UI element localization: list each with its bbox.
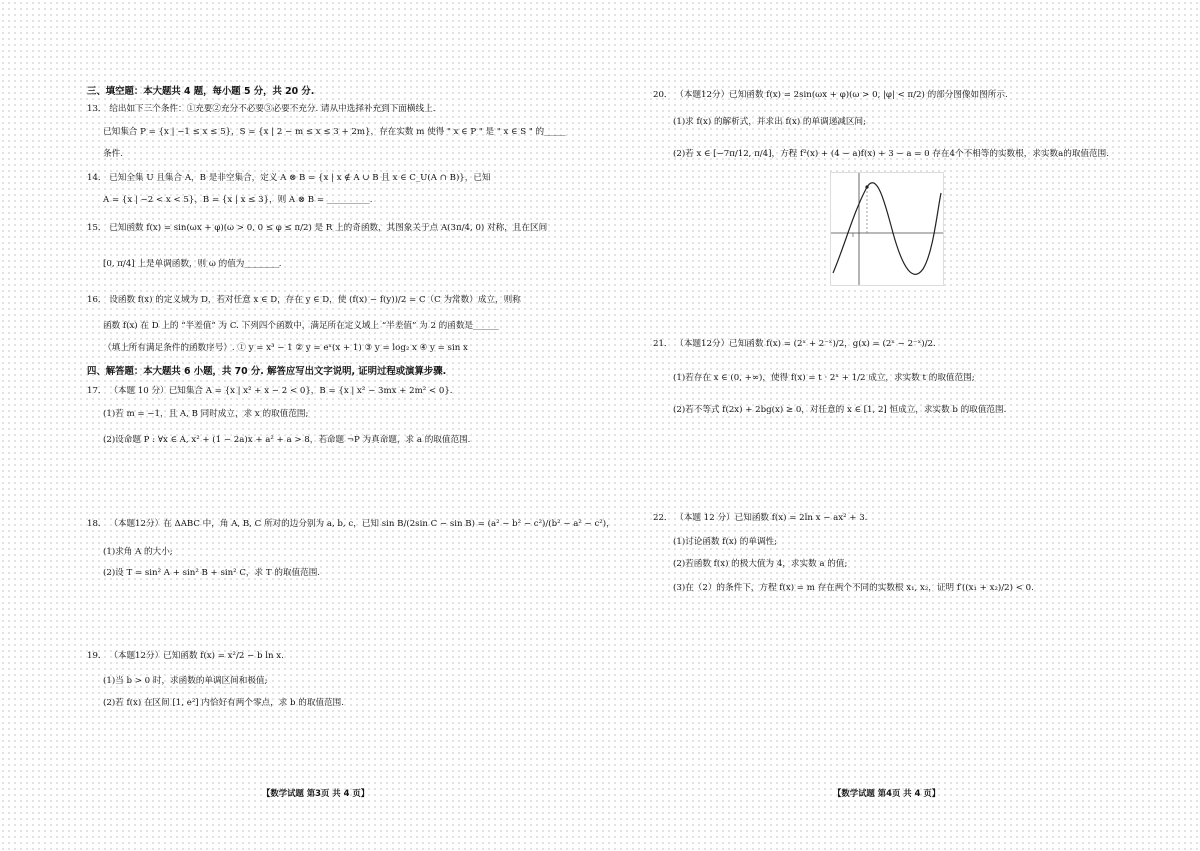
- q22-line3: (2)若函数 f(x) 的极大值为 4，求实数 a 的值;: [673, 559, 848, 569]
- q18-line2: (1)求角 A 的大小;: [103, 547, 173, 557]
- q14-line1: 14． 已知全集 U 且集合 A，B 是非空集合，定义 A ⊗ B = {x | x ∉ A ∪ B 且 x ∈ C_U(A ∩ B)}，已知: [87, 173, 491, 183]
- q22-line1: 22． （本题 12 分）已知函数 f(x) = 2ln x − ax² + 3.: [653, 513, 868, 523]
- q22-line4: (3)在（2）的条件下，方程 f(x) = m 存在两个不同的实数根 x₁, x₂，证明 f′((x₁ + x₂)/2) < 0.: [673, 583, 1034, 593]
- q13-line1: 13． 给出如下三个条件：①充要②充分不必要③必要不充分. 请从中选择补充到下面横线上.: [87, 104, 436, 114]
- section3-heading: 三、填空题：本大题共 4 题，每小题 5 分，共 20 分.: [87, 86, 315, 97]
- q13-line2: 已知集合 P = {x | −1 ≤ x ≤ 5}，S = {x | 2 − m ≤ x ≤ 3 + 2m}，存在实数 m 使得 " x ∈ P " 是 " x ∈ S " 的_____: [103, 127, 566, 137]
- q14-line2: A = {x | −2 < x < 5}，B = {x | x ≤ 3}，则 A ⊗ B = __________.: [103, 195, 373, 205]
- q13-line3: 条件.: [103, 149, 123, 159]
- q19-line3: (2)若 f(x) 在区间 [1, e²] 内恰好有两个零点，求 b 的取值范围.: [103, 698, 344, 708]
- q19-line1: 19． （本题12分）已知函数 f(x) = x²/2 − b ln x.: [87, 651, 284, 661]
- right-footer: 【数学试题 第4页 共 4 页】: [833, 788, 941, 798]
- q16-line2: 函数 f(x) 在 D 上的 “半差值” 为 C. 下列四个函数中，满足所在定义域上 “半差值” 为 2 的函数是______: [103, 321, 499, 331]
- q16-line3: （填上所有满足条件的函数序号）. ① y = x³ − 1 ② y = eˣ(x + 1) ③ y = log₂ x ④ y = sin x: [103, 343, 468, 353]
- q18-line1: 18． （本题12分）在 ΔABC 中，角 A, B, C 所对的边分别为 a, b, c，已知 sin B/(2sin C − sin B) = (a² − b² − c²)/(b² − a² − c²)，: [87, 519, 615, 529]
- q21-line1: 21． （本题12分）已知函数 f(x) = (2ˣ + 2⁻ˣ)/2，g(x) = (2ˣ − 2⁻ˣ)/2.: [653, 339, 936, 349]
- left-footer: 【数学试题 第3页 共 4 页】: [262, 788, 370, 798]
- q15-line1: 15． 已知函数 f(x) = sin(ωx + φ)(ω > 0, 0 ≤ φ ≤ π/2) 是 R 上的奇函数，其图象关于点 A(3π/4, 0) 对称，且在区间: [87, 223, 548, 233]
- q21-line3: (2)若不等式 f(2x) + 2bg(x) ≥ 0，对任意的 x ∈ [1, 2] 恒成立，求实数 b 的取值范围.: [673, 405, 1007, 415]
- q20-line2: (1)求 f(x) 的解析式，并求出 f(x) 的单调递减区间;: [673, 117, 866, 127]
- q21-line2: (1)若存在 x ∈ (0, +∞)，使得 f(x) = t · 2ˣ + 1/2 成立，求实数 t 的取值范围;: [673, 373, 975, 383]
- right-page: [600, 0, 1200, 851]
- q15-line2: [0, π/4] 上是单调函数，则 ω 的值为________.: [103, 259, 282, 269]
- q19-line2: (1)当 b > 0 时，求函数的单调区间和极值;: [103, 676, 268, 686]
- q20-line3: (2)若 x ∈ [−7π/12, π/4]，方程 f²(x) + (4 − a)f(x) + 3 − a = 0 存在4个不相等的实数根，求实数a的取值范围.: [673, 149, 1109, 159]
- section4-heading: 四、解答题：本大题共 6 小题，共 70 分. 解答应写出文字说明, 证明过程或演算步骤.: [87, 366, 447, 377]
- q17-line2: (1)若 m = −1，且 A, B 同时成立，求 x 的取值范围;: [103, 409, 309, 419]
- sine-wave-graph-icon: [830, 172, 944, 286]
- q16-line1: 16． 设函数 f(x) 的定义域为 D，若对任意 x ∈ D，存在 y ∈ D，使 (f(x) − f(y))/2 = C（C 为常数）成立，则称: [87, 295, 521, 305]
- q22-line2: (1)讨论函数 f(x) 的单调性;: [673, 537, 778, 547]
- q18-line3: (2)设 T = sin² A + sin² B + sin² C，求 T 的取值范围.: [103, 568, 321, 578]
- q17-line3: (2)设命题 P : ∀x ∈ A, x² + (1 − 2a)x + a² + a > 8，若命题 ¬P 为真命题，求 a 的取值范围.: [103, 435, 471, 445]
- q17-line1: 17． （本题 10 分）已知集合 A = {x | x² + x − 2 < 0}，B = {x | x² − 3mx + 2m² < 0}.: [87, 386, 453, 396]
- q20-line1: 20． （本题12分）已知函数 f(x) = 2sin(ωx + φ)(ω > 0, |φ| < π/2) 的部分图像如图所示.: [653, 90, 1008, 100]
